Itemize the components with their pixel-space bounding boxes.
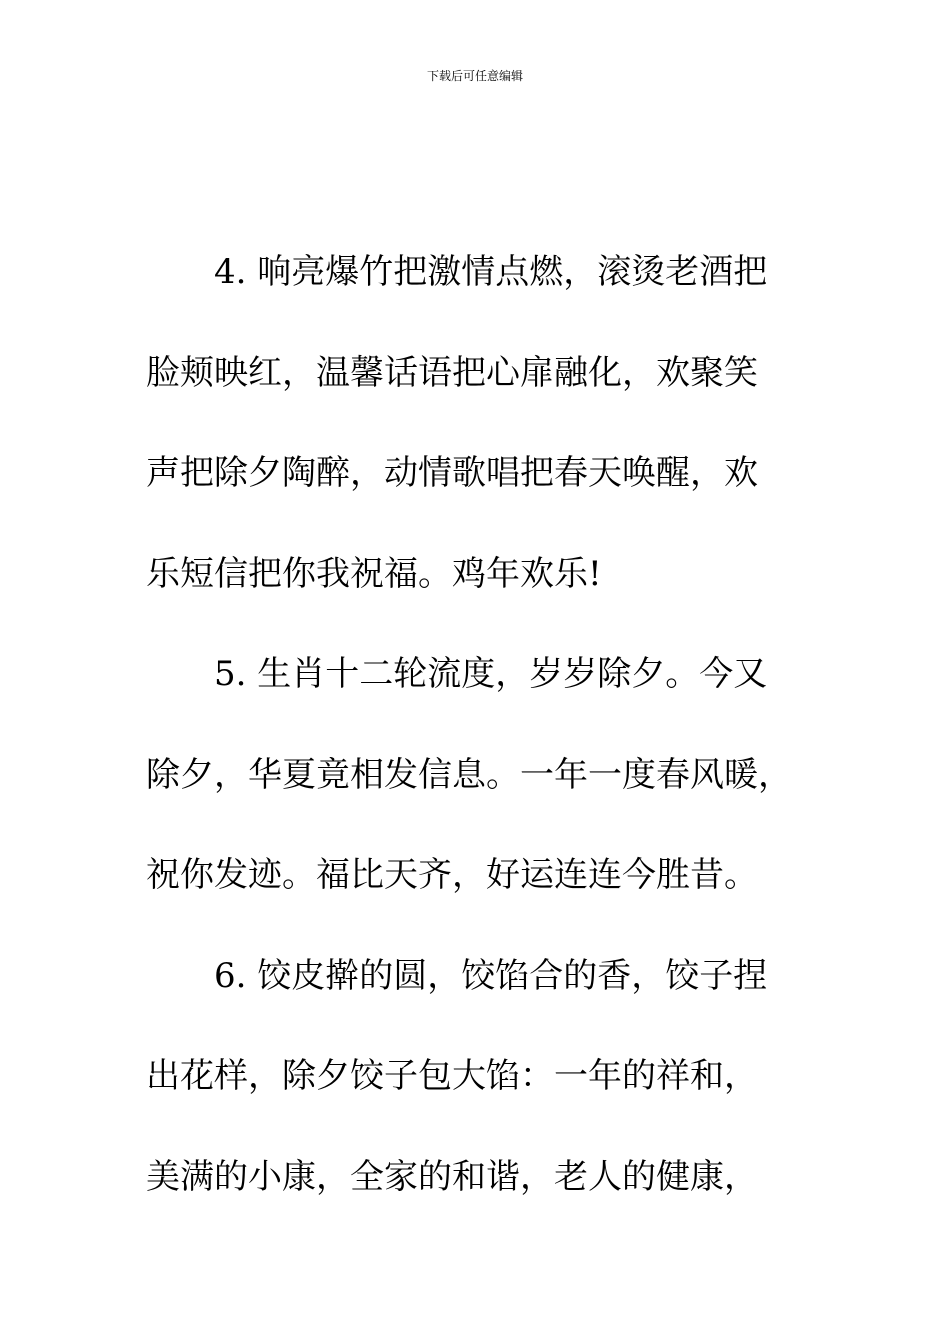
paragraph-line: 除夕，华夏竟相发信息。一年一度春风暖， bbox=[146, 754, 792, 795]
paragraph-line: 4. 响亮爆竹把激情点燃，滚烫老酒把 bbox=[214, 252, 768, 292]
paragraph-4 bbox=[146, 222, 806, 624]
paragraph-line: 脸颊映红，温馨话语把心扉融化，欢聚笑 bbox=[146, 352, 758, 393]
page-header: 下载后可任意编辑 bbox=[426, 69, 523, 83]
paragraph-line: 6. 饺皮擀的圆，饺馅合的香，饺子捏 bbox=[214, 955, 768, 996]
paragraph-5 bbox=[146, 624, 806, 926]
paragraph-line: 乐短信把你我祝福。鸡年欢乐! bbox=[146, 553, 602, 594]
paragraph-line: 声把除夕陶醉，动情歌唱把春天唤醒，欢 bbox=[146, 453, 758, 493]
document-body bbox=[146, 222, 806, 1227]
paragraph-line: 祝你发迹。福比天齐，好运连连今胜昔。 bbox=[146, 855, 758, 895]
paragraph-line: 5. 生肖十二轮流度，岁岁除夕。今又 bbox=[214, 654, 768, 694]
paragraph-6 bbox=[146, 926, 806, 1228]
paragraph-line: 出花样，除夕饺子包大馅：一年的祥和， bbox=[146, 1056, 758, 1096]
paragraph-line: 美满的小康，全家的和谐，老人的健康， bbox=[146, 1156, 758, 1197]
